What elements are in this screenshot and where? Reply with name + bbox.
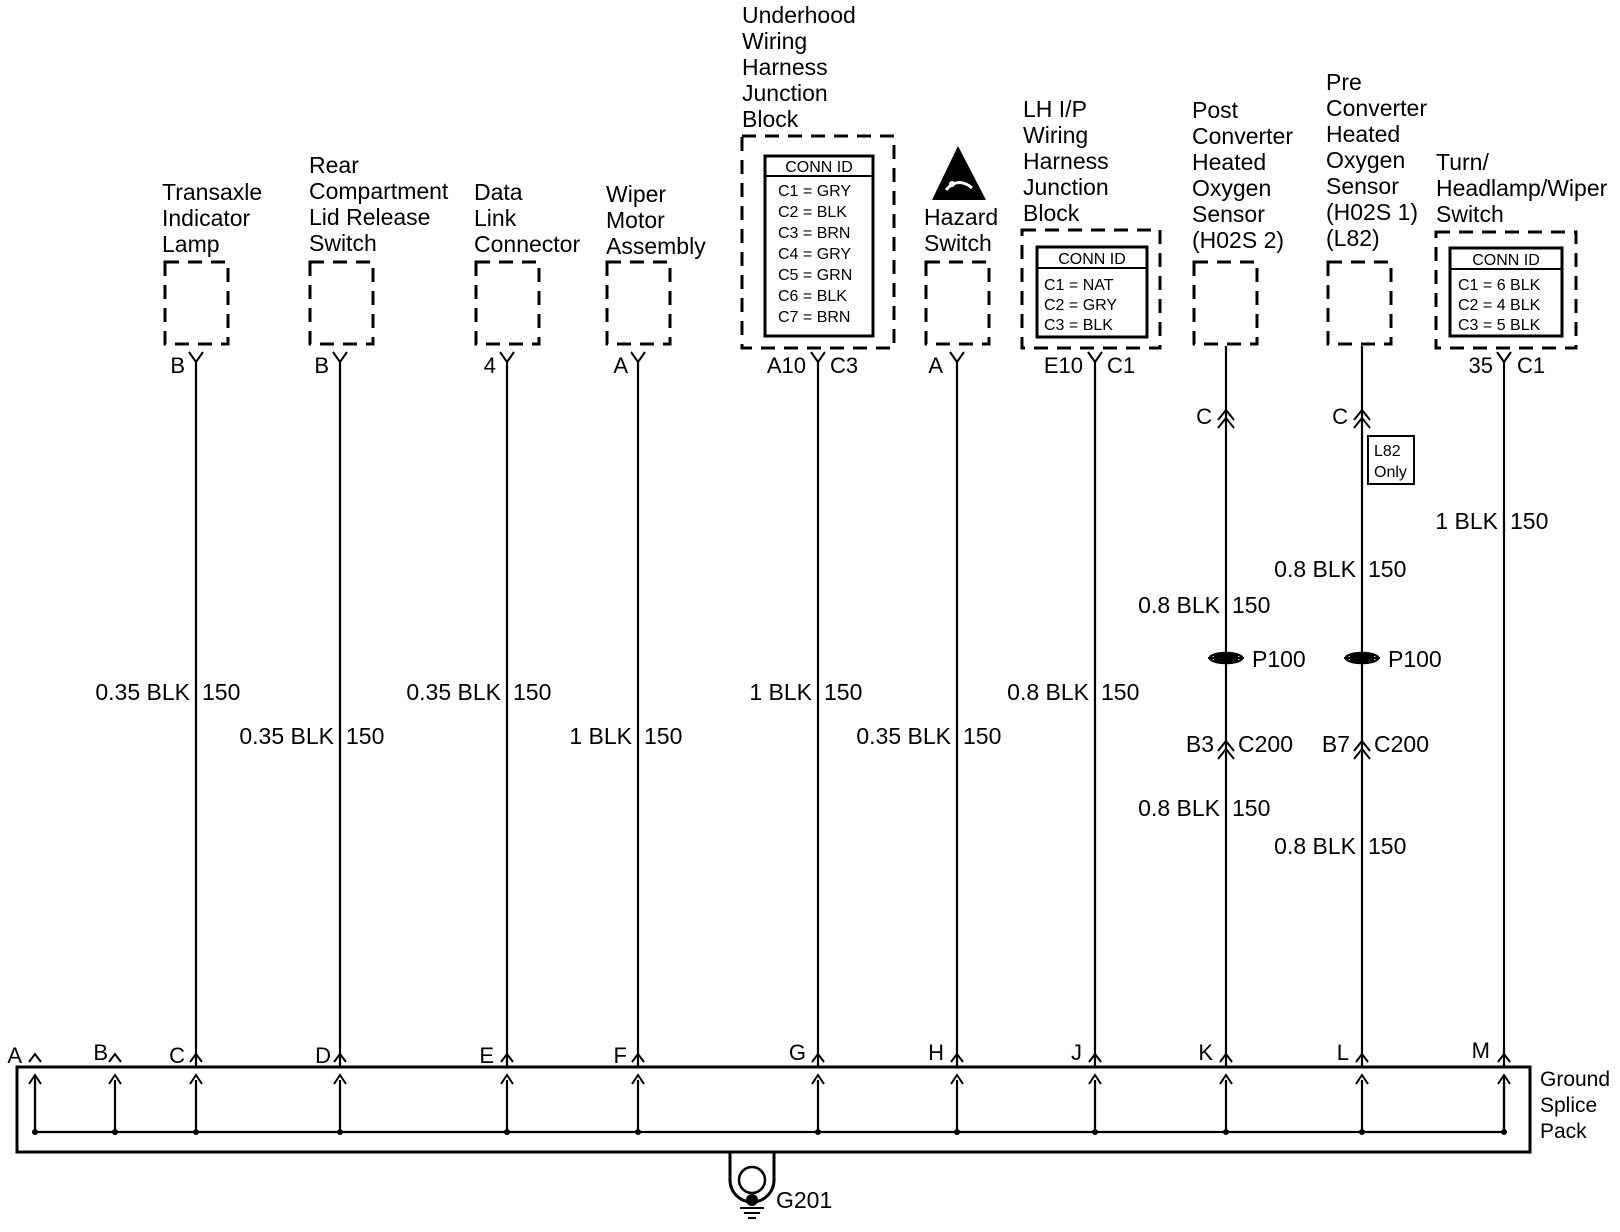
splice-pin-labels xyxy=(7,1038,1490,1068)
label-line: Wiring xyxy=(1023,122,1089,148)
connector-label: C3 xyxy=(830,353,859,378)
wire-circuit: 150 xyxy=(513,679,552,705)
wire-circuit: 150 xyxy=(963,723,1002,749)
splice-connector-icon xyxy=(109,1054,121,1062)
splice-pin-label: K xyxy=(1198,1040,1213,1065)
splice-junction-dot xyxy=(112,1129,118,1135)
splice-pin-label: A xyxy=(7,1043,22,1068)
conn-id-row: C2 = 4 BLK xyxy=(1458,297,1541,314)
wire-circuit: 150 xyxy=(202,679,241,705)
pin-label: A xyxy=(613,353,628,378)
label-line: (H02S 1) xyxy=(1326,199,1419,225)
component-label-data-link xyxy=(474,179,580,257)
wire-circuit: 150 xyxy=(1510,508,1549,534)
label-line: Hazard xyxy=(924,204,999,230)
component-label-transaxle xyxy=(162,179,262,257)
wire-circuit: 150 xyxy=(1232,592,1271,618)
component-box-turn-switch xyxy=(1436,232,1576,348)
ground-splice-pack xyxy=(17,1067,1610,1152)
label-line: Post xyxy=(1192,97,1239,123)
splice-pin-label: M xyxy=(1471,1038,1490,1063)
pass-through-label: P100 xyxy=(1252,646,1306,672)
component-label-underhood-jb xyxy=(742,2,856,132)
label-line: Turn/ xyxy=(1436,149,1489,175)
label-line: Sensor xyxy=(1326,173,1399,199)
inline-connector-label: C xyxy=(1332,404,1348,429)
label-line: Lamp xyxy=(162,231,220,257)
label-line: Transaxle xyxy=(162,179,263,205)
splice-pin-label: F xyxy=(613,1043,627,1068)
wire-gauge: 0.35 BLK xyxy=(856,723,951,749)
inline-connector-label: C200 xyxy=(1238,731,1293,757)
wire-circuit: 150 xyxy=(644,723,683,749)
wire-circuit: 150 xyxy=(1368,556,1407,582)
label-line: Motor xyxy=(606,207,665,233)
connector-label: C1 xyxy=(1107,353,1136,378)
label-line: Junction xyxy=(1023,174,1109,200)
label-line: LH I/P xyxy=(1023,96,1087,122)
splice-junction-dot xyxy=(1501,1129,1507,1135)
conn-id-row: C2 = BLK xyxy=(778,204,847,221)
component-box-rear xyxy=(310,262,373,344)
label-line: Assembly xyxy=(606,233,706,259)
component-box-lh-ip-jb xyxy=(1022,230,1160,348)
conn-id-row: C3 = 5 BLK xyxy=(1458,317,1541,334)
pin-label: A xyxy=(928,353,943,378)
label-line: Indicator xyxy=(162,205,251,231)
inline-pin-label: B3 xyxy=(1185,731,1214,757)
pin-label: B xyxy=(170,353,185,378)
wire-gauge: 0.35 BLK xyxy=(95,679,190,705)
splice-pin-label: C xyxy=(169,1043,185,1068)
label-line: Wiper xyxy=(606,181,667,207)
splice-pin-label: E xyxy=(479,1043,494,1068)
component-label-turn-switch xyxy=(1436,149,1608,227)
wire-circuit: 150 xyxy=(1101,679,1140,705)
wire-gauge: 0.8 BLK xyxy=(1007,679,1089,705)
conn-id-row: C1 = 6 BLK xyxy=(1458,277,1541,294)
pin-labels xyxy=(170,353,1545,378)
wire-gauge: 0.35 BLK xyxy=(406,679,501,705)
component-box-underhood-jb xyxy=(742,136,894,348)
connector-label: C1 xyxy=(1517,353,1546,378)
wires xyxy=(196,346,1504,1068)
component-box-dlc xyxy=(476,262,539,344)
splice-pack-label-line: Ground xyxy=(1540,1068,1611,1091)
splice-pin-label: D xyxy=(315,1043,331,1068)
splice-junction-dot xyxy=(954,1129,960,1135)
conn-id-row: C1 = NAT xyxy=(1044,277,1114,294)
label-line: Oxygen xyxy=(1192,175,1272,201)
label-line: Wiring xyxy=(742,28,808,54)
splice-junction-dot xyxy=(635,1129,641,1135)
label-line: Junction xyxy=(742,80,828,106)
conn-id-title: CONN ID xyxy=(1058,251,1126,268)
splice-pin-label: B xyxy=(93,1040,108,1065)
splice-junction-dot xyxy=(815,1129,821,1135)
wire-gauge: 0.35 BLK xyxy=(239,723,334,749)
conn-id-row: C6 = BLK xyxy=(778,288,847,305)
conn-id-row: C2 = GRY xyxy=(1044,297,1118,314)
conn-id-row: C4 = GRY xyxy=(778,246,852,263)
pass-through-label: P100 xyxy=(1388,646,1442,672)
label-line: Sensor xyxy=(1192,201,1265,227)
label-line: Switch xyxy=(309,230,377,256)
conn-id-row: C7 = BRN xyxy=(778,309,851,326)
component-label-post-converter xyxy=(1192,97,1293,253)
ground-icon xyxy=(746,1194,758,1206)
component-label-hazard xyxy=(924,204,998,256)
label-line: Harness xyxy=(1023,148,1109,174)
wire-gauge: 0.8 BLK xyxy=(1274,556,1356,582)
wire-gauge: 1 BLK xyxy=(569,723,632,749)
component-box-transaxle xyxy=(165,262,228,344)
ground-g201 xyxy=(730,1152,832,1218)
wire-gauge: 1 BLK xyxy=(749,679,812,705)
wire-gauge: 0.8 BLK xyxy=(1138,592,1220,618)
component-label-lh-ip-jb xyxy=(1023,96,1109,226)
label-line: Block xyxy=(742,106,799,132)
label-line: Compartment xyxy=(309,178,449,204)
label-line: Oxygen xyxy=(1326,147,1406,173)
component-label-wiper-motor xyxy=(606,181,706,259)
splice-junction-dot xyxy=(504,1129,510,1135)
conn-id-title: CONN ID xyxy=(785,159,853,176)
ground-label: G201 xyxy=(776,1187,833,1213)
label-line: Headlamp/Wiper xyxy=(1436,175,1608,201)
pin-label: 35 xyxy=(1468,353,1493,378)
conn-id-row: C3 = BLK xyxy=(1044,317,1113,334)
wire-labels xyxy=(95,508,1548,859)
component-label-pre-converter xyxy=(1326,69,1427,251)
pass-through-icon xyxy=(1208,653,1244,663)
pin-label: E10 xyxy=(1043,353,1083,378)
conn-id-title: CONN ID xyxy=(1472,252,1540,269)
splice-junction-dot xyxy=(32,1129,38,1135)
pass-through-icon xyxy=(1344,653,1380,663)
label-line: Data xyxy=(474,179,523,205)
wire-gauge: 0.8 BLK xyxy=(1138,795,1220,821)
splice-pin-label: G xyxy=(788,1040,806,1065)
label-line: Heated xyxy=(1326,121,1401,147)
l82-only-line: Only xyxy=(1374,464,1407,481)
splice-pin-label: H xyxy=(928,1040,944,1065)
label-line: Connector xyxy=(474,231,581,257)
label-line: Switch xyxy=(1436,201,1504,227)
conn-id-row: C3 = BRN xyxy=(778,225,851,242)
pin-label: B xyxy=(314,353,329,378)
wire-circuit: 150 xyxy=(1368,833,1407,859)
label-line: Converter xyxy=(1326,95,1427,121)
label-line: (H02S 2) xyxy=(1192,227,1285,253)
label-line: Converter xyxy=(1192,123,1293,149)
label-line: Underhood xyxy=(742,2,856,28)
label-line: Lid Release xyxy=(309,204,431,230)
wire-circuit: 150 xyxy=(346,723,385,749)
label-line: Switch xyxy=(924,230,992,256)
label-line: (L82) xyxy=(1326,225,1380,251)
wire-circuit: 150 xyxy=(824,679,863,705)
wire-circuit: 150 xyxy=(1232,795,1271,821)
conn-id-row: C5 = GRN xyxy=(778,267,853,284)
wire-gauge: 0.8 BLK xyxy=(1274,833,1356,859)
splice-pin-label: J xyxy=(1071,1040,1082,1065)
label-line: Link xyxy=(474,205,517,231)
label-line: Rear xyxy=(309,152,359,178)
label-line: Harness xyxy=(742,54,828,80)
conn-id-row: C1 = GRY xyxy=(778,183,852,200)
component-label-rear-compartment xyxy=(309,152,449,256)
pin-label: 4 xyxy=(483,353,496,378)
splice-junction-dot xyxy=(1092,1129,1098,1135)
inline-connector-label: C xyxy=(1196,404,1212,429)
splice-junction-dot xyxy=(1223,1129,1229,1135)
inline-connector-label: C200 xyxy=(1374,731,1429,757)
component-box-wiper xyxy=(607,262,670,344)
pin-label: A10 xyxy=(766,353,806,378)
splice-junction-dot xyxy=(193,1129,199,1135)
inline-pin-label: B7 xyxy=(1321,731,1350,757)
splice-pack-label-line: Pack xyxy=(1540,1120,1587,1143)
label-line: Pre xyxy=(1326,69,1362,95)
label-line: Block xyxy=(1023,200,1080,226)
splice-connector-icon xyxy=(29,1054,41,1062)
wire-gauge: 1 BLK xyxy=(1435,508,1498,534)
splice-pin-label: L xyxy=(1336,1040,1349,1065)
component-box-hazard xyxy=(926,262,989,344)
esd-warning-icon xyxy=(932,146,986,200)
l82-only-line: L82 xyxy=(1374,443,1401,460)
component-box-post xyxy=(1194,262,1257,344)
splice-pack-label-line: Splice xyxy=(1540,1094,1598,1117)
label-line: Heated xyxy=(1192,149,1267,175)
component-box-pre xyxy=(1328,262,1391,344)
splice-junction-dot xyxy=(1359,1129,1365,1135)
splice-junction-dot xyxy=(337,1129,343,1135)
